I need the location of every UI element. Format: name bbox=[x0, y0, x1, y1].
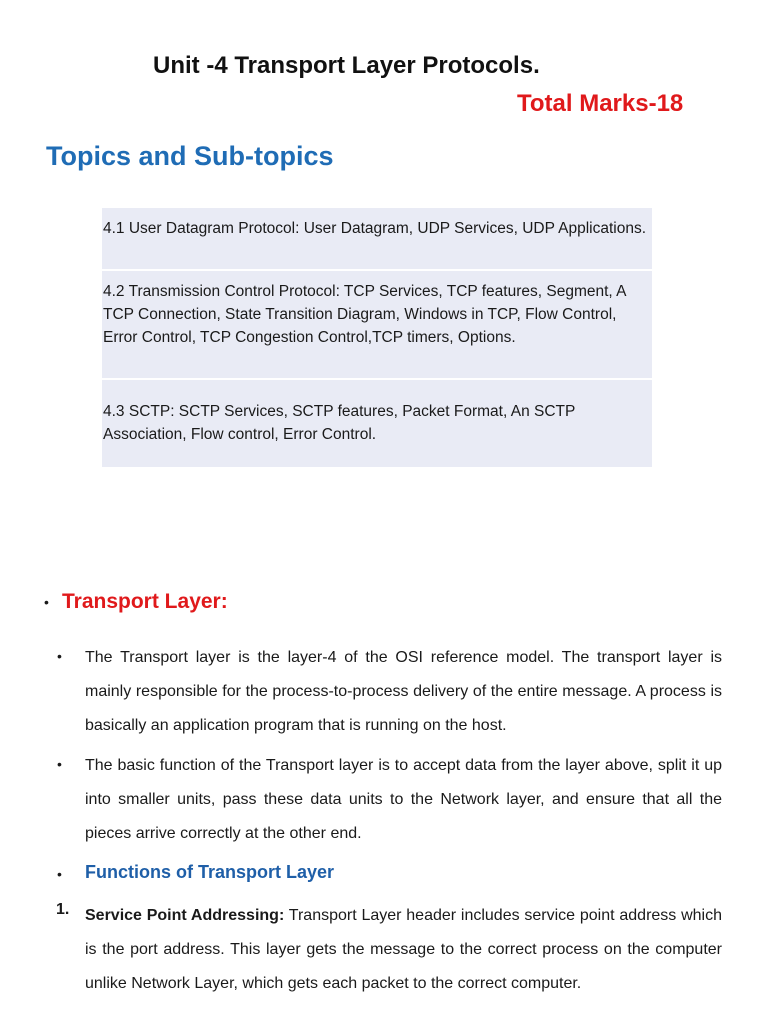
section-heading-row bbox=[44, 590, 228, 614]
functions-heading: Functions of Transport Layer bbox=[85, 862, 335, 882]
topic-item-4-3: 4.3 SCTP: SCTP Services, SCTP features, Packet Format, An SCTP Association, Flow control, Error Control. bbox=[103, 403, 576, 443]
topic-divider bbox=[102, 378, 652, 380]
paragraph-transport-layer-definition: The Transport layer is the layer-4 of the OSI reference model. The transport layer is mainly responsible for the process-to-process delivery of the entire message. A process is basically an application program that is running on the host. bbox=[85, 649, 722, 734]
topics-heading: Topics and Sub-topics bbox=[46, 141, 334, 171]
topic-item-4-2: 4.2 Transmission Control Protocol: TCP Services, TCP features, Segment, A TCP Connection, State Transition Diagram, Windows in TCP, Flow Control, Error Control, TCP Congestion Control,TCP timers, Options. bbox=[103, 283, 626, 346]
section-heading: Transport Layer: bbox=[62, 590, 228, 613]
topics-table bbox=[102, 208, 652, 467]
bullet-icon: • bbox=[57, 756, 62, 772]
bullet-icon: • bbox=[57, 648, 62, 664]
function-lead: Service Point Addressing: bbox=[85, 907, 285, 924]
function-item-service-point-addressing bbox=[85, 899, 722, 1001]
paragraph-transport-layer-function: The basic function of the Transport layer is to accept data from the layer above, split it up into smaller units, pass these data units to the Network layer, and ensure that all the pieces arrive correctly at the other end. bbox=[85, 757, 722, 842]
total-marks: Total Marks-18 bbox=[517, 90, 684, 117]
function-text: Transport Layer header includes service point address which is the port address. This layer gets the message to the correct process on the computer unlike Network Layer, which gets each packet to the correct computer. bbox=[85, 907, 722, 992]
list-number: 1. bbox=[56, 901, 70, 918]
topic-item-4-1: 4.1 User Datagram Protocol: User Datagram, UDP Services, UDP Applications. bbox=[103, 220, 646, 237]
topic-divider bbox=[102, 269, 652, 271]
unit-title: Unit -4 Transport Layer Protocols. bbox=[153, 52, 540, 79]
bullet-icon: • bbox=[57, 866, 62, 882]
bullet-icon: • bbox=[44, 594, 49, 610]
